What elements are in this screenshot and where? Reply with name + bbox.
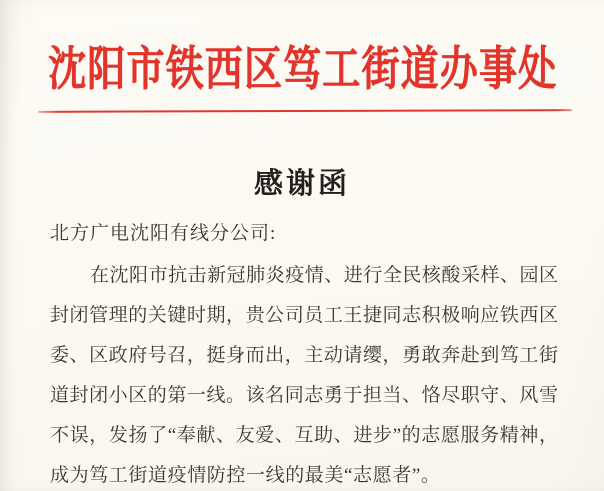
letterhead-org-name: 沈阳市铁西区笃工街道办事处 — [48, 44, 556, 97]
body-paragraph — [50, 256, 558, 491]
salutation: 北方广电沈阳有线分公司: — [50, 223, 277, 244]
body-line: 委、区政府号召，挺身而出，主动请缨，勇敢奔赴到笃工街 — [50, 345, 558, 366]
body-line: 封闭管理的关键时期，贵公司员工王捷同志积极响应铁西区 — [50, 305, 558, 326]
body-line: 在沈阳市抗击新冠肺炎疫情、进行全民核酸采样、园区 — [90, 265, 558, 286]
body-line: 不误，发扬了“奉献、友爱、互助、进步”的志愿服务精神， — [50, 425, 558, 446]
body-line: 道封闭小区的第一线。该名同志勇于担当、恪尽职守、风雪 — [50, 385, 558, 406]
body-line: 成为笃工街道疫情防控一线的最美“志愿者”。 — [50, 465, 441, 486]
letterhead-divider-rule — [38, 109, 572, 113]
letter-title: 感谢函 — [253, 168, 350, 200]
